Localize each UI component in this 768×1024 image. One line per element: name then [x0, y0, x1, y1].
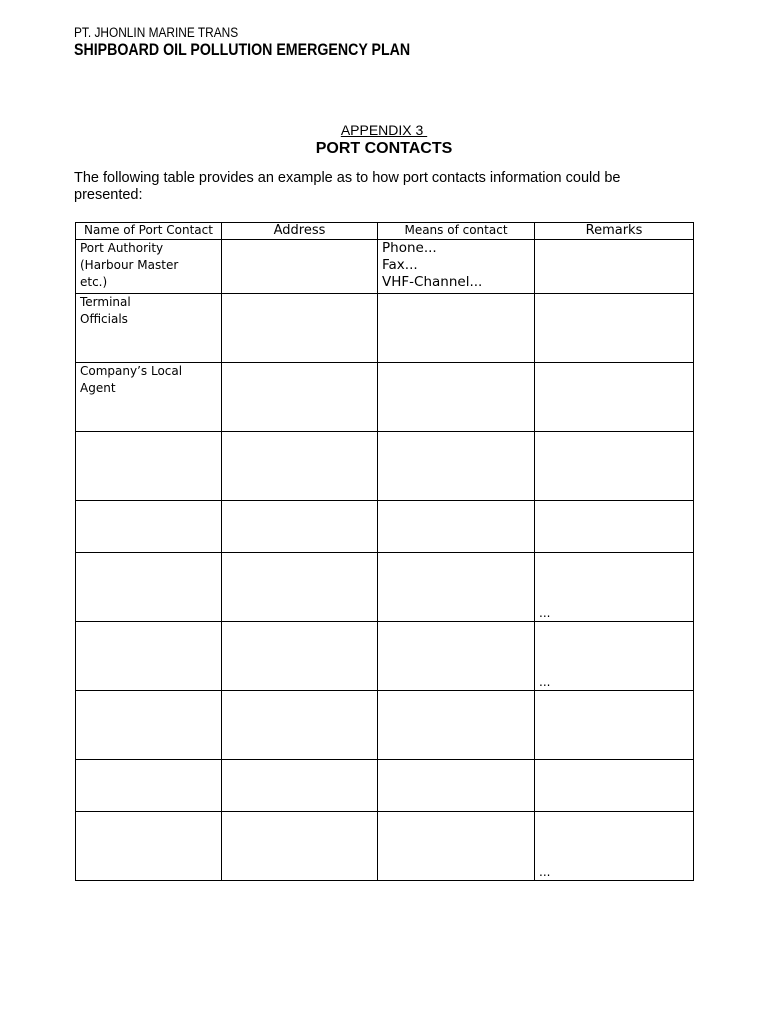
column-header-name: Name of Port Contact: [76, 223, 222, 240]
cell-text: etc.): [80, 275, 108, 289]
means-cell[interactable]: [378, 294, 535, 363]
cell-text: Agent: [80, 381, 116, 395]
remarks-cell[interactable]: [535, 812, 694, 881]
table-row: [76, 622, 694, 691]
means-cell[interactable]: [378, 812, 535, 881]
table-row: [76, 760, 694, 812]
means-cell[interactable]: [378, 622, 535, 691]
table-row: [76, 553, 694, 622]
name-cell[interactable]: [76, 812, 222, 881]
address-cell[interactable]: [222, 812, 378, 881]
means-cell[interactable]: [378, 760, 535, 812]
intro-paragraph: The following table provides an example as to how port contacts information could be presented:: [74, 170, 621, 203]
table-row: [76, 812, 694, 881]
table-row: [76, 432, 694, 501]
means-cell[interactable]: [378, 363, 535, 432]
ellipsis-text: ...: [539, 675, 551, 689]
table-row: [76, 691, 694, 760]
company-name: PT. JHONLIN MARINE TRANS: [74, 25, 239, 40]
ellipsis-text: ...: [539, 606, 551, 620]
address-cell[interactable]: [222, 363, 378, 432]
cell-text: (Harbour Master: [80, 258, 179, 272]
means-cell[interactable]: [378, 240, 535, 294]
table-row: [76, 240, 694, 294]
name-cell[interactable]: [76, 691, 222, 760]
name-cell[interactable]: [76, 760, 222, 812]
cell-text: Officials: [80, 312, 128, 326]
address-cell[interactable]: [222, 294, 378, 363]
name-cell[interactable]: [76, 553, 222, 622]
remarks-cell[interactable]: [535, 432, 694, 501]
means-cell[interactable]: [378, 553, 535, 622]
means-cell[interactable]: [378, 501, 535, 553]
table-header-row: [76, 223, 694, 240]
remarks-cell[interactable]: [535, 760, 694, 812]
table-row: [76, 363, 694, 432]
name-cell[interactable]: [76, 501, 222, 553]
remarks-cell[interactable]: [535, 240, 694, 294]
table-row: [76, 294, 694, 363]
name-cell[interactable]: [76, 622, 222, 691]
name-cell[interactable]: [76, 294, 222, 363]
name-cell[interactable]: [76, 363, 222, 432]
cell-text: Port Authority: [80, 241, 164, 255]
table-row: [76, 501, 694, 553]
document-title: SHIPBOARD OIL POLLUTION EMERGENCY PLAN: [74, 41, 411, 59]
address-cell[interactable]: [222, 691, 378, 760]
cell-text: VHF-Channel...: [382, 274, 483, 290]
cell-text: Fax...: [382, 257, 418, 273]
address-cell[interactable]: [222, 432, 378, 501]
remarks-cell[interactable]: [535, 553, 694, 622]
port-contacts-table: [75, 222, 694, 881]
means-cell[interactable]: [378, 432, 535, 501]
cell-text: Terminal: [80, 295, 131, 309]
appendix-label: APPENDIX 3: [340, 122, 428, 138]
address-cell[interactable]: [222, 501, 378, 553]
cell-text: Phone...: [382, 240, 437, 256]
address-cell[interactable]: [222, 553, 378, 622]
column-header-remarks: Remarks: [535, 223, 694, 240]
remarks-cell[interactable]: [535, 691, 694, 760]
ellipsis-text: ...: [539, 865, 551, 879]
address-cell[interactable]: [222, 240, 378, 294]
address-cell[interactable]: [222, 622, 378, 691]
cell-text: Company’s Local: [80, 364, 183, 378]
column-header-means: Means of contact: [378, 223, 535, 240]
address-cell[interactable]: [222, 760, 378, 812]
remarks-cell[interactable]: [535, 622, 694, 691]
remarks-cell[interactable]: [535, 501, 694, 553]
means-cell[interactable]: [378, 691, 535, 760]
section-heading: PORT CONTACTS: [315, 140, 453, 157]
name-cell[interactable]: [76, 432, 222, 501]
remarks-cell[interactable]: [535, 363, 694, 432]
column-header-address: Address: [222, 223, 378, 240]
remarks-cell[interactable]: [535, 294, 694, 363]
name-cell[interactable]: [76, 240, 222, 294]
